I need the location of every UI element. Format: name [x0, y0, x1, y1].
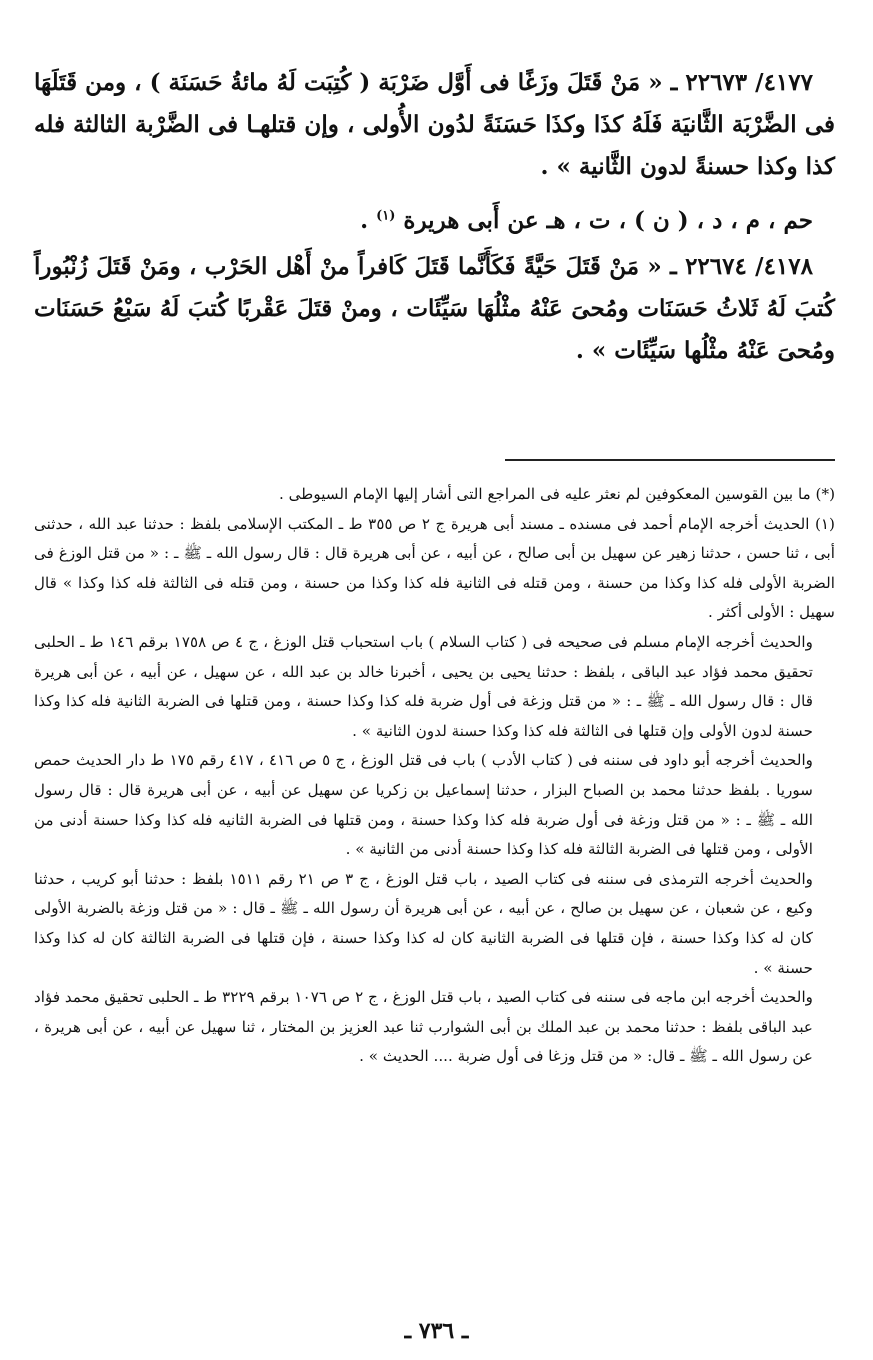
- footnote-muslim: والحديث أخرجه الإمام مسلم فى صحيحه فى ( كتاب السلام ) باب استحباب قتل الوزغ ، ج ٤ ص ١٧٥٨ برقم ١٤٦ ط ـ الحلبى تحقيق محمد فؤاد عبد الباقى ، بلفظ : حدثنا يحيى بن يحيى ، أخبرنا خالد بن عبد الله ، عن سهيل ، عن أبيه ، عن أبى هريرة قال : قال رسول الله ـ ﷺ ـ : « من قتل وزغة فى أول ضربة فله كذا وكذا حسنة ، ومن قتلها فى الضربة الثانية فله كذا وكذا حسنة لدون الأولى وإن قتلها فى الثالثة فله كذا وكذا حسنة لدون الثانية » .: [34, 632, 813, 740]
- footnote-divider: [505, 459, 835, 461]
- source-line: [34, 200, 835, 242]
- hadith-4177: ٤١٧٧/ ٢٢٦٧٣ ـ « مَنْ قَتَلَ وزَغًا فى أَوَّل ضَرْبَة ( كُتِبَت لَهُ مائةُ حَسَنَة ) ، ومن قَتَلَهَا فى الضَّرْبَة الثَّانيَة فَلَهُ كذَا وكذَا حَسَنَةً لدُون الأُولى ، وإن قتلهـا فى الضَّرْبة الثالثة فله كذا وكذا حسنةً لدون الثَّانية » .: [34, 69, 835, 180]
- source-text: حم ، م ، د ، ( ن ) ، ت ، هـ عن أَبى هريرة: [403, 207, 813, 234]
- page-number: ـ ٧٣٦ ـ: [404, 1318, 469, 1344]
- footnote-abudawud: والحديث أخرجه أبو داود فى سننه فى ( كتاب الأدب ) باب فى قتل الوزغ ، ج ٥ ص ٤١٦ ، ٤١٧ رقم ١٧٥ ط دار الحديث حمص سوريا . بلفظ حدثنا محمد بن الصباح البزار ، حدثنا إسماعيل بن زكريا عن سهيل عن أبيه ، عن أبى هريرة قال : قال رسول الله ـ ﷺ ـ : « من قتل وزغة فى أول ضربة فله كذا وكذا حسنة ، ومن قتلها فى الضربة الثانيه فله كذا وكذا حسنة أدنى من الأولى ، ومن قتلها فى الضربة الثالثة فله كذا وكذا حسنة أدنى من الثانية » .: [34, 751, 814, 859]
- footnote-tirmidhi: والحديث أخرجه الترمذى فى سننه فى كتاب الصيد ، باب قتل الوزغ ، ج ٣ ص ٢١ رقم ١٥١١ بلفظ : حدثنا أبو كريب ، حدثنا وكيع ، عن شعبان ، عن سهيل بن صالح ، عن أبيه ، عن أبى هريرة أن رسول الله ـ ﷺ ـ قال : « من قتل وزغة بالضربة الأولى كان له كذا وكذا حسنة ، فإن قتلها فى الضربة الثانية كان له كذا وكذا حسنة ، فإن قتلها فى الضربة الثالثة كان له كذا وكذا حسنة » .: [34, 869, 813, 977]
- footnote-1: (١) الحديث أخرجه الإمام أحمد فى مسنده ـ مسند أبى هريرة ج ٢ ص ٣٥٥ ط ـ المكتب الإسلامى بلفظ : حدثنا عبد الله ، حدثنى أبى ، ثنا حسن ، حدثنا زهير عن سهيل بن أبى صالح ، عن أبيه ، عن أبى هريرة قال : قال رسول الله ـ ﷺ ـ : « من قتل الوزغ فى الضربة الأولى فله كذا وكذا من حسنة ، ومن قتله فى الثانية فله كذا وكذا من حسنة ، ومن قتله فى الثالثة فله كذا وكذا » قال سهيل : الأولى أكثر .: [34, 514, 835, 622]
- main-text: [34, 62, 835, 372]
- footnotes: [34, 480, 835, 1072]
- footnote-star: (*) ما بين القوسين المعكوفين لم نعثر عليه فى المراجع التى أشار إليها الإمام السيوطى .: [278, 485, 835, 503]
- footnote-marker: (١): [376, 208, 396, 224]
- footnote-ibnmajah: والحديث أخرجه ابن ماجه فى سننه فى كتاب الصيد ، باب قتل الوزغ ، ج ٢ ص ١٠٧٦ برقم ٣٢٢٩ ط ـ الحلبى تحقيق محمد فؤاد عبد الباقى بلفظ : حدثنا محمد بن عبد الملك بن أبى الشوارب ثنا عبد العزيز بن المختار ، ثنا سهيل عن أبيه ، عن أبى هريرة ، عن رسول الله ـ ﷺ ـ قال: « من قتل وزغا فى أول ضربة .... الحديث » .: [34, 988, 813, 1066]
- source-end: .: [360, 207, 377, 234]
- hadith-4178: ٤١٧٨/ ٢٢٦٧٤ ـ « مَنْ قَتَلَ حَيَّةً فَكَأَنَّما قَتَلَ كَافراً منْ أَهْل الحَرْب ، ومَنْ قَتَلَ زُنْبُوراً كُتبَ لَهُ ثَلاثُ حَسَنَات ومُحىَ عَنْهُ مثْلُهَا سَيِّئَات ، ومنْ قتَلَ عَقْربًا كُتبَ لَهُ سَبْعُ حَسَنَات ومُحىَ عَنْهُ مثْلُها سَيِّئَات » .: [34, 253, 835, 364]
